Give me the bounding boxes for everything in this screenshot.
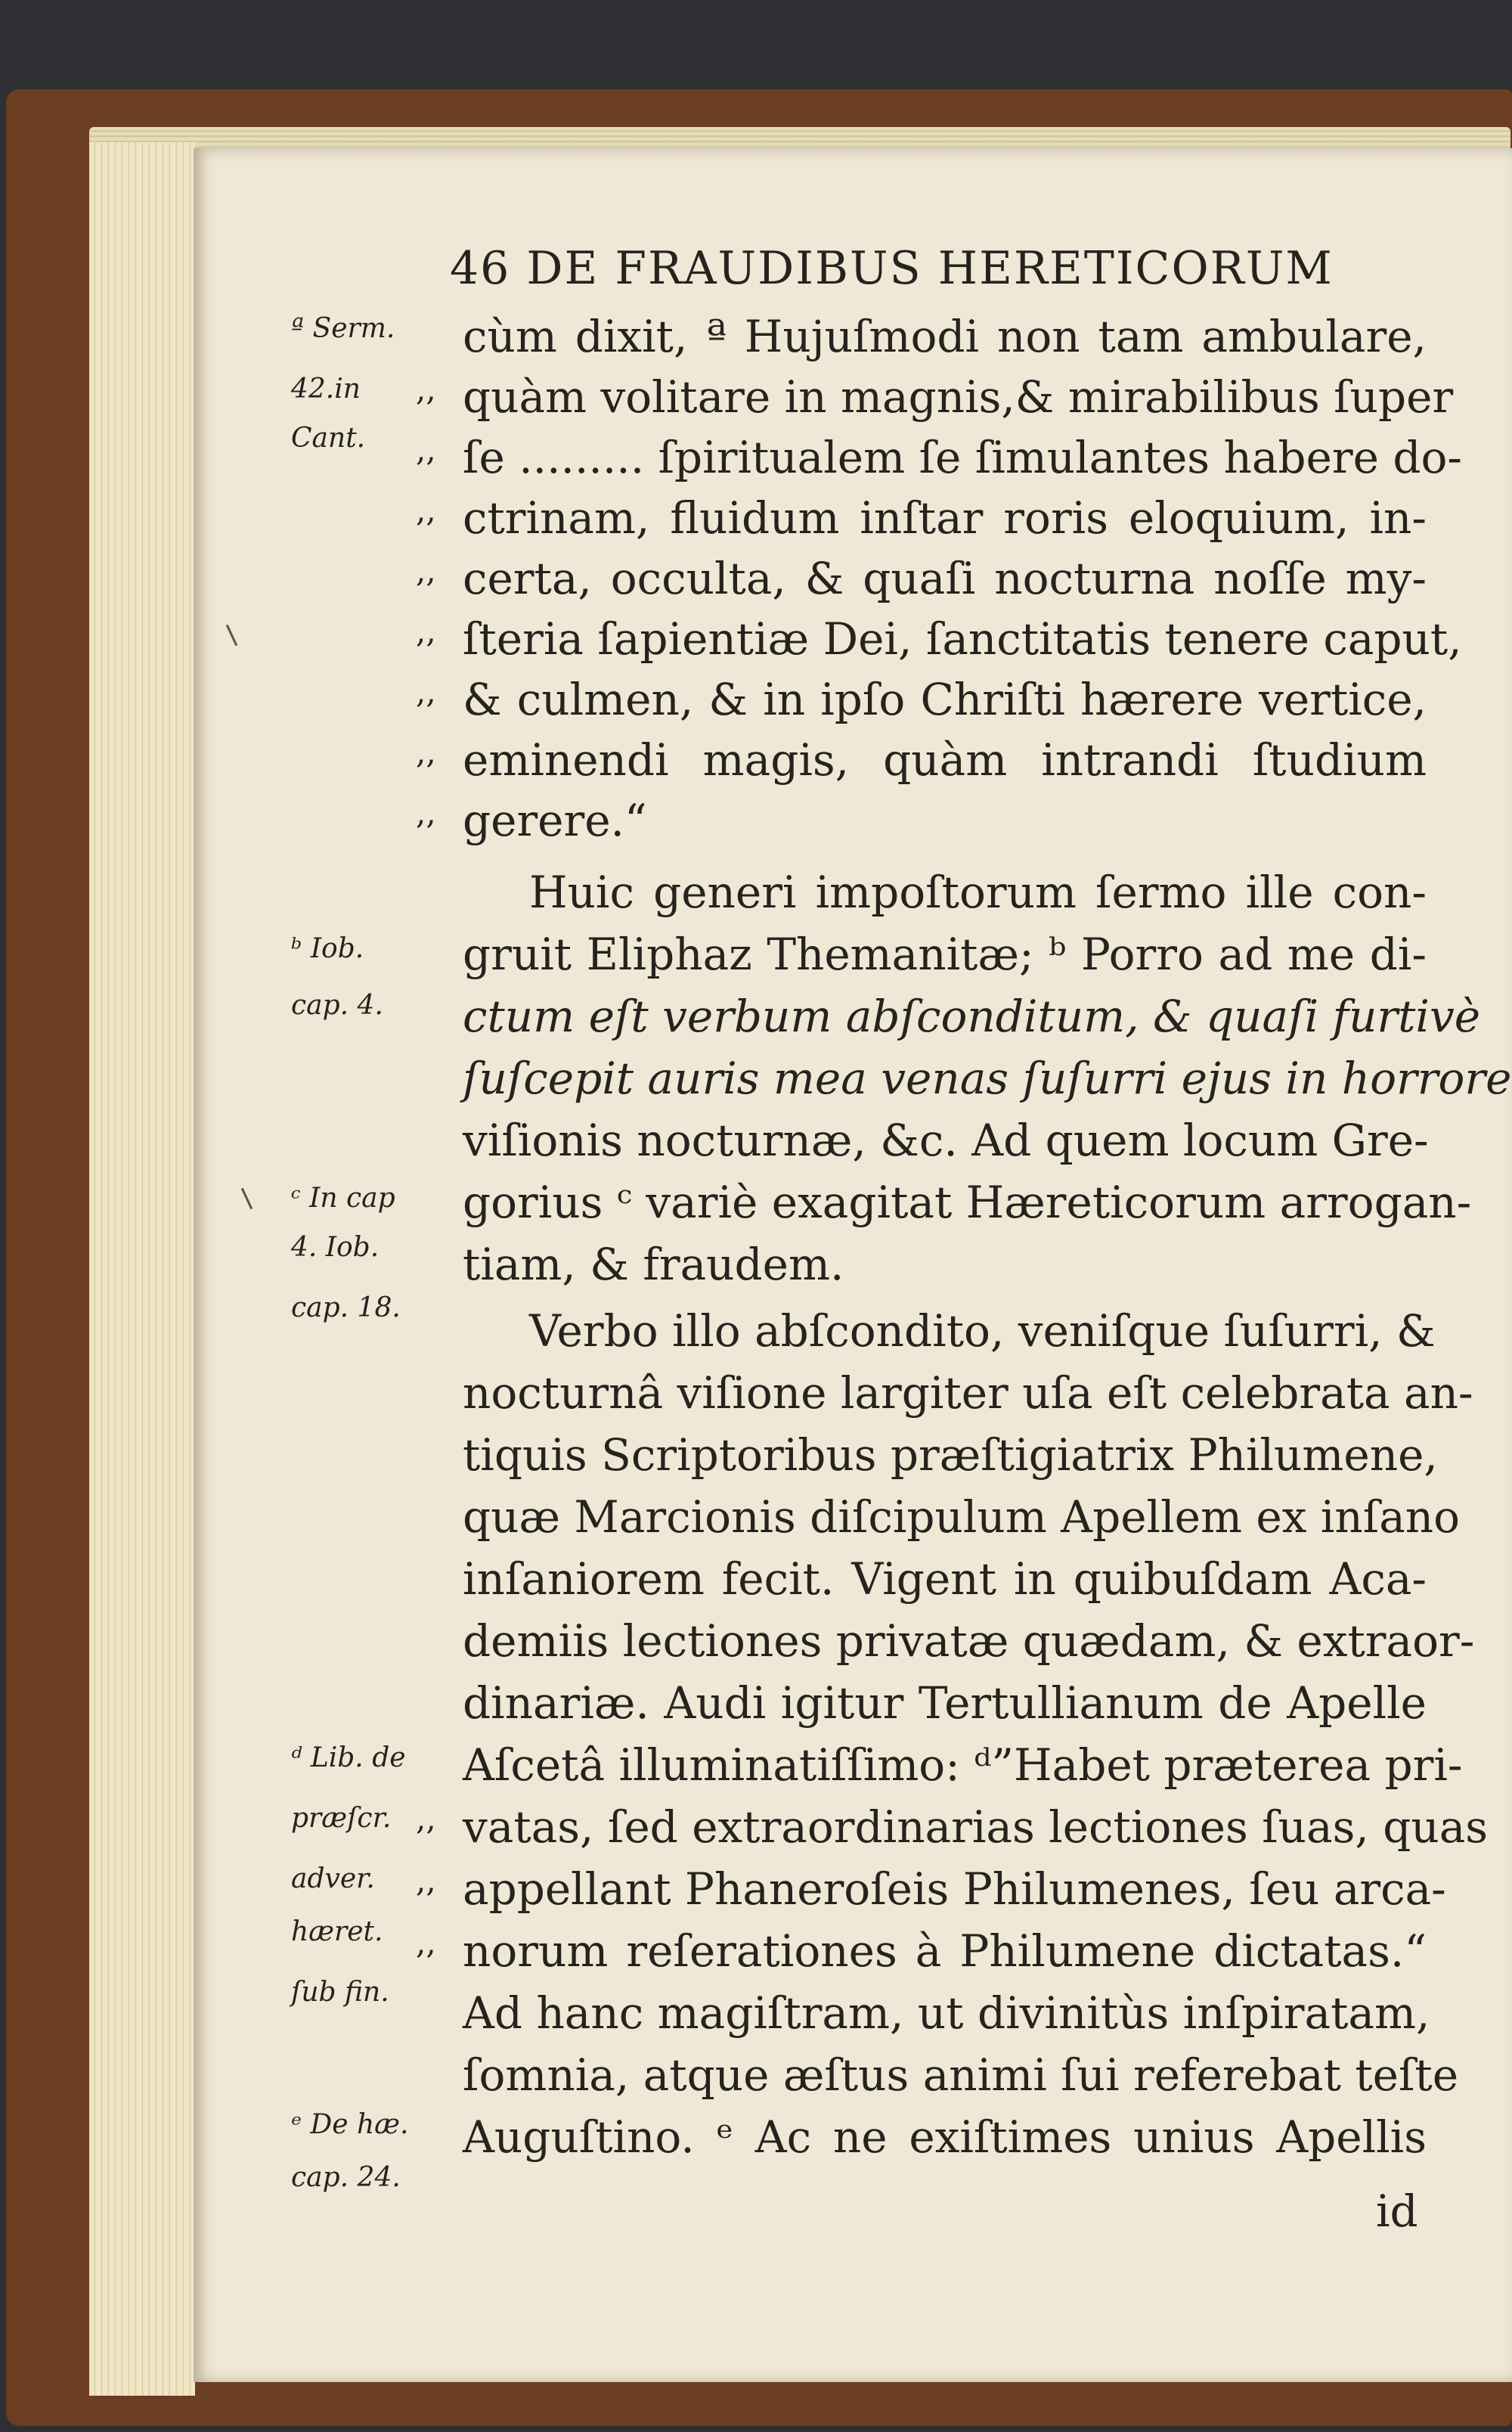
quote-mark: ,, <box>416 552 436 589</box>
text-line: viſionis nocturnæ, &c. Ad quem locum Gre- <box>463 1115 1429 1166</box>
margin-note: Cant. <box>291 423 366 454</box>
margin-note: ᵈ Lib. de <box>291 1742 406 1773</box>
margin-note: ᵉ De hæ. <box>291 2109 409 2140</box>
quote-mark: ,, <box>416 1862 436 1899</box>
text-line: ſomnia, atque æſtus animi ſui referebat teſte <box>463 2049 1459 2101</box>
text-line: vatas, ſed extraordinarias lectiones ſuas, quas <box>463 1801 1489 1853</box>
text-line: & culmen, & in ipſo Chriſti hærere vertice, <box>463 674 1427 725</box>
text-line: Aſcetâ illuminatiſſimo: ᵈ”Habet præterea pri- <box>463 1739 1463 1791</box>
text-line: gerere.“ <box>463 795 647 846</box>
page-block-side-edge <box>89 142 195 2396</box>
quote-mark: ,, <box>416 613 436 650</box>
quote-mark: ,, <box>416 371 436 408</box>
text-line: tiam, & fraudem. <box>463 1239 844 1290</box>
text-line: norum reſerationes à Philumene dictatas.“ <box>463 1925 1427 1977</box>
text-line: Auguſtino. ᵉ Ac ne exiſtimes unius Apellis <box>463 2111 1427 2163</box>
margin-note: ᶜ In cap <box>291 1183 395 1214</box>
margin-note: 4. Iob. <box>291 1232 380 1263</box>
text-line: cùm dixit, ª Hujuſmodi non tam ambulare, <box>463 311 1427 362</box>
text-line: ctrinam, fluidum inſtar roris eloquium, in- <box>463 492 1427 544</box>
text-line: ſe ......... ſpiritualem ſe ſimulantes habere do- <box>463 432 1462 483</box>
text-line: ſuſcepit auris mea venas ſuſurri ejus in horrore <box>463 1053 1512 1104</box>
margin-note: cap. 18. <box>291 1292 401 1323</box>
margin-note: adver. <box>291 1863 375 1894</box>
quote-mark: ,, <box>416 1800 436 1837</box>
text-line: gorius ᶜ variè exagitat Hæreticorum arrogan- <box>463 1177 1472 1228</box>
text-line: ctum eſt verbum abſconditum, & quaſi furtivè <box>463 991 1481 1042</box>
text-line: Huic generi impoſtorum ſermo ille con- <box>529 867 1427 918</box>
text-line: ſteria ſapientiæ Dei, ſanctitatis tenere caput, <box>463 613 1462 665</box>
text-line: dinariæ. Audi igitur Tertullianum de Apelle <box>463 1677 1427 1729</box>
text-line: Ad hanc magiſtram, ut divinitùs inſpiratam, <box>463 1987 1430 2039</box>
quote-mark: ,, <box>416 1924 436 1961</box>
text-line: demiis lectiones privatæ quædam, & extraor- <box>463 1615 1475 1667</box>
margin-note: præſcr. <box>291 1803 392 1834</box>
margin-note: 42.in <box>291 374 361 405</box>
quote-mark: ,, <box>416 431 436 468</box>
text-line: appellant Phaneroſeis Philumenes, ſeu arca- <box>463 1863 1446 1915</box>
quote-mark: ,, <box>416 734 436 771</box>
text-line: certa, occulta, & quaſi nocturna noſſe my- <box>463 553 1427 604</box>
text-line: tiquis Scriptoribus præſtigiatrix Philumene, <box>463 1429 1438 1481</box>
running-header: 46 DE FRAUDIBUS HERETICORUM <box>450 242 1334 295</box>
quote-mark: ,, <box>416 673 436 710</box>
text-line: gruit Eliphaz Themanitæ; ᵇ Porro ad me di- <box>463 929 1427 980</box>
margin-note: ᵇ Iob. <box>291 933 364 964</box>
text-line: eminendi magis, quàm intrandi ſtudium <box>463 734 1427 786</box>
text-line: Verbo illo abſcondito, veniſque ſuſurri, & <box>529 1305 1436 1357</box>
catchword: id <box>1376 2185 1418 2237</box>
text-line: quæ Marcionis diſcipulum Apellem ex inſano <box>463 1491 1461 1543</box>
quote-mark: ,, <box>416 794 436 831</box>
margin-note: cap. 24. <box>291 2162 401 2193</box>
margin-note: hæret. <box>291 1916 383 1947</box>
text-line: inſaniorem fecit. Vigent in quibuſdam Aca- <box>463 1553 1427 1605</box>
quote-mark: ,, <box>416 492 436 529</box>
margin-note: cap. 4. <box>291 990 383 1021</box>
margin-note: ſub fin. <box>291 1977 389 2008</box>
margin-note: ª Serm. <box>291 313 395 344</box>
text-line: nocturnâ viſione largiter uſa eſt celebrata an- <box>463 1367 1473 1419</box>
text-line: quàm volitare in magnis,& mirabilibus ſuper <box>463 371 1454 423</box>
